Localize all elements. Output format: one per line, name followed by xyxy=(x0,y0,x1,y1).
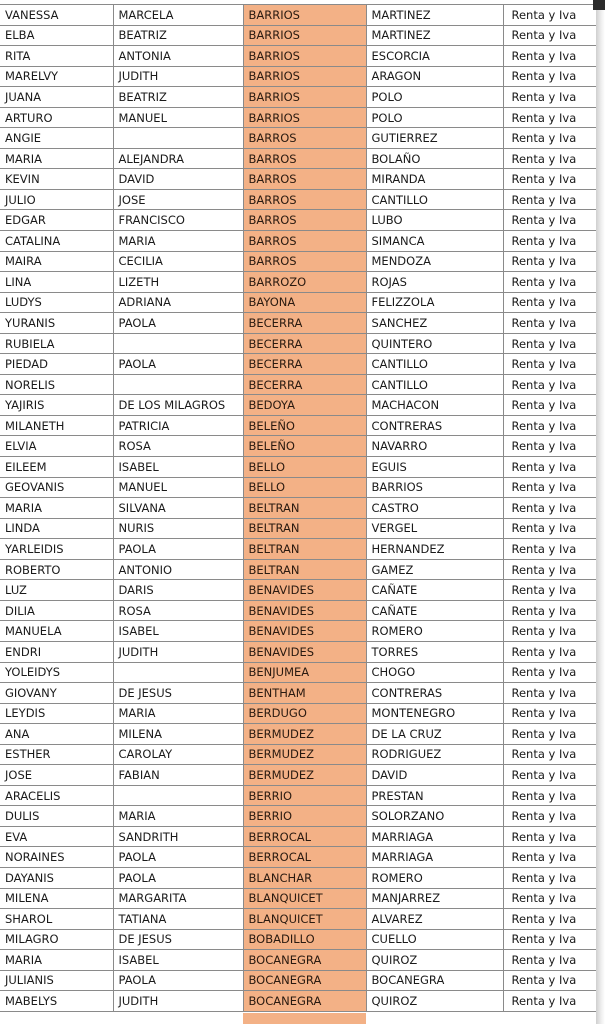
first-name-cell: EILEEM xyxy=(0,457,113,478)
surname-cell: BEDOYA xyxy=(243,395,366,416)
second-name-cell: FABIAN xyxy=(113,765,243,786)
tax-type-cell: Renta y Iva xyxy=(503,107,596,128)
surname-cell: BARROS xyxy=(243,148,366,169)
table-row xyxy=(0,231,596,252)
first-name-cell: MILAGRO xyxy=(0,929,113,950)
table-row xyxy=(0,189,596,210)
tax-type-cell: Renta y Iva xyxy=(503,313,596,334)
corner-shadow xyxy=(593,0,605,10)
first-name-cell: LUDYS xyxy=(0,292,113,313)
second-name-cell: PAOLA xyxy=(113,970,243,991)
surname-cell: BOBADILLO xyxy=(243,929,366,950)
tax-type-cell: Renta y Iva xyxy=(503,87,596,108)
second-surname-cell: DAVID xyxy=(366,765,503,786)
table-row xyxy=(0,724,596,745)
tax-type-cell: Renta y Iva xyxy=(503,703,596,724)
first-name-cell: VANESSA xyxy=(0,5,113,26)
second-surname-cell: GUTIERREZ xyxy=(366,128,503,149)
second-surname-cell: PRESTAN xyxy=(366,785,503,806)
first-name-cell: ARACELIS xyxy=(0,785,113,806)
first-name-cell: PIEDAD xyxy=(0,354,113,375)
second-surname-cell: SANCHEZ xyxy=(366,313,503,334)
surname-cell: BARROS xyxy=(243,231,366,252)
second-name-cell: PAOLA xyxy=(113,867,243,888)
second-name-cell: FRANCISCO xyxy=(113,210,243,231)
second-surname-cell: POLO xyxy=(366,87,503,108)
first-name-cell: MILENA xyxy=(0,888,113,909)
second-name-cell: MARGARITA xyxy=(113,888,243,909)
table-row xyxy=(0,333,596,354)
surname-cell: BLANQUICET xyxy=(243,909,366,930)
tax-type-cell: Renta y Iva xyxy=(503,231,596,252)
tax-type-cell: Renta y Iva xyxy=(503,374,596,395)
tax-type-cell: Renta y Iva xyxy=(503,354,596,375)
tax-type-cell: Renta y Iva xyxy=(503,909,596,930)
tax-type-cell: Renta y Iva xyxy=(503,128,596,149)
second-surname-cell: HERNANDEZ xyxy=(366,539,503,560)
second-name-cell: ALEJANDRA xyxy=(113,148,243,169)
tax-type-cell: Renta y Iva xyxy=(503,991,596,1012)
first-name-cell: LINDA xyxy=(0,518,113,539)
second-name-cell: ROSA xyxy=(113,600,243,621)
tax-type-cell: Renta y Iva xyxy=(503,950,596,971)
names-table-body xyxy=(0,5,596,1012)
surname-cell: BECERRA xyxy=(243,374,366,395)
second-surname-cell: GAMEZ xyxy=(366,559,503,580)
second-surname-cell: SIMANCA xyxy=(366,231,503,252)
first-name-cell: CATALINA xyxy=(0,231,113,252)
names-table xyxy=(0,4,597,1012)
surname-cell: BERROCAL xyxy=(243,847,366,868)
surname-cell: BARROS xyxy=(243,189,366,210)
first-name-cell: JULIANIS xyxy=(0,970,113,991)
tax-type-cell: Renta y Iva xyxy=(503,436,596,457)
second-surname-cell: MARRIAGA xyxy=(366,847,503,868)
first-name-cell: ARTURO xyxy=(0,107,113,128)
first-name-cell: MABELYS xyxy=(0,991,113,1012)
table-row xyxy=(0,539,596,560)
table-row xyxy=(0,251,596,272)
second-name-cell: MANUEL xyxy=(113,477,243,498)
tax-type-cell: Renta y Iva xyxy=(503,25,596,46)
tax-type-cell: Renta y Iva xyxy=(503,539,596,560)
surname-cell: BECERRA xyxy=(243,333,366,354)
second-name-cell: ANTONIO xyxy=(113,559,243,580)
surname-cell: BELTRAN xyxy=(243,539,366,560)
surname-cell: BERDUGO xyxy=(243,703,366,724)
tax-type-cell: Renta y Iva xyxy=(503,333,596,354)
surname-cell: BERRIO xyxy=(243,785,366,806)
tax-type-cell: Renta y Iva xyxy=(503,46,596,67)
first-name-cell: MANUELA xyxy=(0,621,113,642)
second-name-cell: ADRIANA xyxy=(113,292,243,313)
table-row xyxy=(0,518,596,539)
tax-type-cell: Renta y Iva xyxy=(503,292,596,313)
surname-cell: BENAVIDES xyxy=(243,621,366,642)
surname-cell: BARRIOS xyxy=(243,107,366,128)
first-name-cell: GEOVANIS xyxy=(0,477,113,498)
second-surname-cell: ROMERO xyxy=(366,621,503,642)
first-name-cell: MARELVY xyxy=(0,66,113,87)
table-row xyxy=(0,457,596,478)
second-name-cell: CAROLAY xyxy=(113,744,243,765)
table-row xyxy=(0,641,596,662)
tax-type-cell: Renta y Iva xyxy=(503,457,596,478)
second-surname-cell: CANTILLO xyxy=(366,354,503,375)
second-surname-cell: BARRIOS xyxy=(366,477,503,498)
table-row xyxy=(0,210,596,231)
surname-cell: BAYONA xyxy=(243,292,366,313)
tax-type-cell: Renta y Iva xyxy=(503,66,596,87)
table-row xyxy=(0,744,596,765)
second-name-cell: PATRICIA xyxy=(113,415,243,436)
second-surname-cell: TORRES xyxy=(366,641,503,662)
second-surname-cell: CANTILLO xyxy=(366,189,503,210)
tax-type-cell: Renta y Iva xyxy=(503,724,596,745)
second-surname-cell: ESCORCIA xyxy=(366,46,503,67)
first-name-cell: ANGIE xyxy=(0,128,113,149)
first-name-cell: ESTHER xyxy=(0,744,113,765)
surname-cell: BELTRAN xyxy=(243,498,366,519)
first-name-cell: YARLEIDIS xyxy=(0,539,113,560)
table-row xyxy=(0,559,596,580)
surname-cell: BECERRA xyxy=(243,313,366,334)
second-surname-cell: MIRANDA xyxy=(366,169,503,190)
second-surname-cell: QUINTERO xyxy=(366,333,503,354)
surname-cell: BERMUDEZ xyxy=(243,744,366,765)
second-name-cell xyxy=(113,333,243,354)
table-row xyxy=(0,621,596,642)
surname-cell: BOCANEGRA xyxy=(243,970,366,991)
second-name-cell xyxy=(113,662,243,683)
second-name-cell xyxy=(113,128,243,149)
second-name-cell xyxy=(113,374,243,395)
surname-cell: BENTHAM xyxy=(243,683,366,704)
surname-cell: BARRIOS xyxy=(243,66,366,87)
surname-cell: BARROZO xyxy=(243,272,366,293)
tax-type-cell: Renta y Iva xyxy=(503,272,596,293)
first-name-cell: KEVIN xyxy=(0,169,113,190)
surname-cell: BLANQUICET xyxy=(243,888,366,909)
second-name-cell: BEATRIZ xyxy=(113,25,243,46)
first-name-cell: MARIA xyxy=(0,950,113,971)
table-row xyxy=(0,87,596,108)
table-row xyxy=(0,847,596,868)
second-surname-cell: QUIROZ xyxy=(366,991,503,1012)
tax-type-cell: Renta y Iva xyxy=(503,806,596,827)
first-name-cell: MAIRA xyxy=(0,251,113,272)
first-name-cell: ELVIA xyxy=(0,436,113,457)
second-name-cell: BEATRIZ xyxy=(113,87,243,108)
second-name-cell: MARIA xyxy=(113,806,243,827)
second-surname-cell: CASTRO xyxy=(366,498,503,519)
second-name-cell: JUDITH xyxy=(113,991,243,1012)
second-name-cell: LIZETH xyxy=(113,272,243,293)
first-name-cell: YOLEIDYS xyxy=(0,662,113,683)
second-surname-cell: MARRIAGA xyxy=(366,826,503,847)
second-surname-cell: DE LA CRUZ xyxy=(366,724,503,745)
second-surname-cell: ALVAREZ xyxy=(366,909,503,930)
second-surname-cell: RODRIGUEZ xyxy=(366,744,503,765)
tax-type-cell: Renta y Iva xyxy=(503,785,596,806)
surname-cell: BECERRA xyxy=(243,354,366,375)
second-name-cell: ANTONIA xyxy=(113,46,243,67)
table-row xyxy=(0,806,596,827)
second-name-cell: MILENA xyxy=(113,724,243,745)
second-surname-cell: QUIROZ xyxy=(366,950,503,971)
surname-cell: BELTRAN xyxy=(243,518,366,539)
tax-type-cell: Renta y Iva xyxy=(503,415,596,436)
second-name-cell: DE JESUS xyxy=(113,683,243,704)
surname-cell: BARRIOS xyxy=(243,25,366,46)
table-row xyxy=(0,374,596,395)
second-name-cell: TATIANA xyxy=(113,909,243,930)
table-row xyxy=(0,128,596,149)
table-row xyxy=(0,66,596,87)
tax-type-cell: Renta y Iva xyxy=(503,148,596,169)
first-name-cell: EVA xyxy=(0,826,113,847)
surname-cell: BENAVIDES xyxy=(243,641,366,662)
second-name-cell: MARCELA xyxy=(113,5,243,26)
table-row xyxy=(0,765,596,786)
surname-cell: BOCANEGRA xyxy=(243,991,366,1012)
tax-type-cell: Renta y Iva xyxy=(503,189,596,210)
table-row xyxy=(0,5,596,26)
second-surname-cell: MONTENEGRO xyxy=(366,703,503,724)
surname-cell: BELLO xyxy=(243,457,366,478)
table-row xyxy=(0,950,596,971)
first-name-cell: LEYDIS xyxy=(0,703,113,724)
highlight-column-edge xyxy=(243,1013,366,1024)
second-surname-cell: BOCANEGRA xyxy=(366,970,503,991)
second-surname-cell: NAVARRO xyxy=(366,436,503,457)
first-name-cell: ENDRI xyxy=(0,641,113,662)
table-row xyxy=(0,785,596,806)
table-row xyxy=(0,662,596,683)
second-name-cell: ROSA xyxy=(113,436,243,457)
first-name-cell: MARIA xyxy=(0,148,113,169)
second-name-cell: JUDITH xyxy=(113,641,243,662)
table-row xyxy=(0,970,596,991)
surname-cell: BELEÑO xyxy=(243,436,366,457)
second-surname-cell: MARTINEZ xyxy=(366,25,503,46)
tax-type-cell: Renta y Iva xyxy=(503,888,596,909)
surname-cell: BENAVIDES xyxy=(243,580,366,601)
second-surname-cell: MANJARREZ xyxy=(366,888,503,909)
second-surname-cell: FELIZZOLA xyxy=(366,292,503,313)
table-row xyxy=(0,683,596,704)
tax-type-cell: Renta y Iva xyxy=(503,559,596,580)
second-name-cell: JUDITH xyxy=(113,66,243,87)
second-surname-cell: MARTINEZ xyxy=(366,5,503,26)
table-row xyxy=(0,600,596,621)
second-name-cell: PAOLA xyxy=(113,313,243,334)
surname-cell: BLANCHAR xyxy=(243,867,366,888)
table-row xyxy=(0,292,596,313)
second-surname-cell: VERGEL xyxy=(366,518,503,539)
tax-type-cell: Renta y Iva xyxy=(503,210,596,231)
second-surname-cell: CAÑATE xyxy=(366,580,503,601)
second-name-cell: DE LOS MILAGROS xyxy=(113,395,243,416)
second-name-cell: SANDRITH xyxy=(113,826,243,847)
second-name-cell: ISABEL xyxy=(113,621,243,642)
tax-type-cell: Renta y Iva xyxy=(503,395,596,416)
surname-cell: BARROS xyxy=(243,251,366,272)
table-row xyxy=(0,46,596,67)
surname-cell: BENAVIDES xyxy=(243,600,366,621)
second-name-cell: PAOLA xyxy=(113,539,243,560)
first-name-cell: LINA xyxy=(0,272,113,293)
second-name-cell: MARIA xyxy=(113,231,243,252)
tax-type-cell: Renta y Iva xyxy=(503,600,596,621)
first-name-cell: MILANETH xyxy=(0,415,113,436)
table-row xyxy=(0,169,596,190)
surname-cell: BARROS xyxy=(243,210,366,231)
second-surname-cell: ROJAS xyxy=(366,272,503,293)
table-row xyxy=(0,867,596,888)
table-row xyxy=(0,107,596,128)
second-name-cell: NURIS xyxy=(113,518,243,539)
tax-type-cell: Renta y Iva xyxy=(503,847,596,868)
second-name-cell: ISABEL xyxy=(113,950,243,971)
surname-cell: BARROS xyxy=(243,128,366,149)
table-row xyxy=(0,415,596,436)
second-surname-cell: CONTRERAS xyxy=(366,683,503,704)
surname-cell: BELEÑO xyxy=(243,415,366,436)
tax-type-cell: Renta y Iva xyxy=(503,169,596,190)
table-row xyxy=(0,354,596,375)
second-surname-cell: EGUIS xyxy=(366,457,503,478)
second-name-cell: CECILIA xyxy=(113,251,243,272)
surname-cell: BELTRAN xyxy=(243,559,366,580)
first-name-cell: DILIA xyxy=(0,600,113,621)
second-surname-cell: BOLAÑO xyxy=(366,148,503,169)
table-row xyxy=(0,395,596,416)
table-row xyxy=(0,148,596,169)
page-right-edge xyxy=(596,0,605,1024)
surname-cell: BARRIOS xyxy=(243,87,366,108)
first-name-cell: JOSE xyxy=(0,765,113,786)
second-surname-cell: CUELLO xyxy=(366,929,503,950)
second-name-cell: ISABEL xyxy=(113,457,243,478)
first-name-cell: RUBIELA xyxy=(0,333,113,354)
first-name-cell: JUANA xyxy=(0,87,113,108)
table-row xyxy=(0,826,596,847)
second-surname-cell: MACHACON xyxy=(366,395,503,416)
tax-type-cell: Renta y Iva xyxy=(503,970,596,991)
table-row xyxy=(0,313,596,334)
second-surname-cell: CONTRERAS xyxy=(366,415,503,436)
table-row xyxy=(0,477,596,498)
second-name-cell: DE JESUS xyxy=(113,929,243,950)
second-surname-cell: SOLORZANO xyxy=(366,806,503,827)
second-surname-cell: POLO xyxy=(366,107,503,128)
first-name-cell: GIOVANY xyxy=(0,683,113,704)
second-name-cell: JOSE xyxy=(113,189,243,210)
second-surname-cell: LUBO xyxy=(366,210,503,231)
second-surname-cell: MENDOZA xyxy=(366,251,503,272)
second-surname-cell: CHOGO xyxy=(366,662,503,683)
second-surname-cell: CAÑATE xyxy=(366,600,503,621)
first-name-cell: ANA xyxy=(0,724,113,745)
second-surname-cell: ROMERO xyxy=(366,867,503,888)
tax-type-cell: Renta y Iva xyxy=(503,765,596,786)
tax-type-cell: Renta y Iva xyxy=(503,744,596,765)
table-row xyxy=(0,272,596,293)
surname-cell: BARRIOS xyxy=(243,46,366,67)
second-name-cell: PAOLA xyxy=(113,354,243,375)
tax-type-cell: Renta y Iva xyxy=(503,641,596,662)
first-name-cell: DULIS xyxy=(0,806,113,827)
tax-type-cell: Renta y Iva xyxy=(503,929,596,950)
table-row xyxy=(0,929,596,950)
table-row xyxy=(0,909,596,930)
table-row xyxy=(0,888,596,909)
tax-type-cell: Renta y Iva xyxy=(503,683,596,704)
tax-type-cell: Renta y Iva xyxy=(503,518,596,539)
table-row xyxy=(0,703,596,724)
tax-type-cell: Renta y Iva xyxy=(503,867,596,888)
second-surname-cell: CANTILLO xyxy=(366,374,503,395)
first-name-cell: YAJIRIS xyxy=(0,395,113,416)
first-name-cell: LUZ xyxy=(0,580,113,601)
second-name-cell: DAVID xyxy=(113,169,243,190)
first-name-cell: ROBERTO xyxy=(0,559,113,580)
first-name-cell: YURANIS xyxy=(0,313,113,334)
second-surname-cell: ARAGON xyxy=(366,66,503,87)
first-name-cell: DAYANIS xyxy=(0,867,113,888)
tax-type-cell: Renta y Iva xyxy=(503,5,596,26)
tax-type-cell: Renta y Iva xyxy=(503,826,596,847)
first-name-cell: SHAROL xyxy=(0,909,113,930)
first-name-cell: RITA xyxy=(0,46,113,67)
second-name-cell: MARIA xyxy=(113,703,243,724)
second-name-cell: MANUEL xyxy=(113,107,243,128)
second-name-cell: PAOLA xyxy=(113,847,243,868)
surname-cell: BARROS xyxy=(243,169,366,190)
table-row xyxy=(0,580,596,601)
table-row xyxy=(0,436,596,457)
surname-cell: BERMUDEZ xyxy=(243,724,366,745)
first-name-cell: MARIA xyxy=(0,498,113,519)
first-name-cell: NORELIS xyxy=(0,374,113,395)
second-name-cell: DARIS xyxy=(113,580,243,601)
first-name-cell: NORAINES xyxy=(0,847,113,868)
surname-cell: BELLO xyxy=(243,477,366,498)
tax-type-cell: Renta y Iva xyxy=(503,580,596,601)
table-row xyxy=(0,25,596,46)
table-row xyxy=(0,991,596,1012)
tax-type-cell: Renta y Iva xyxy=(503,662,596,683)
surname-cell: BOCANEGRA xyxy=(243,950,366,971)
second-name-cell xyxy=(113,785,243,806)
tax-type-cell: Renta y Iva xyxy=(503,498,596,519)
first-name-cell: JULIO xyxy=(0,189,113,210)
table-row xyxy=(0,498,596,519)
surname-cell: BERMUDEZ xyxy=(243,765,366,786)
surname-cell: BENJUMEA xyxy=(243,662,366,683)
surname-cell: BERRIO xyxy=(243,806,366,827)
first-name-cell: ELBA xyxy=(0,25,113,46)
surname-cell: BERROCAL xyxy=(243,826,366,847)
tax-type-cell: Renta y Iva xyxy=(503,621,596,642)
first-name-cell: EDGAR xyxy=(0,210,113,231)
tax-type-cell: Renta y Iva xyxy=(503,477,596,498)
surname-cell: BARRIOS xyxy=(243,5,366,26)
second-name-cell: SILVANA xyxy=(113,498,243,519)
tax-type-cell: Renta y Iva xyxy=(503,251,596,272)
